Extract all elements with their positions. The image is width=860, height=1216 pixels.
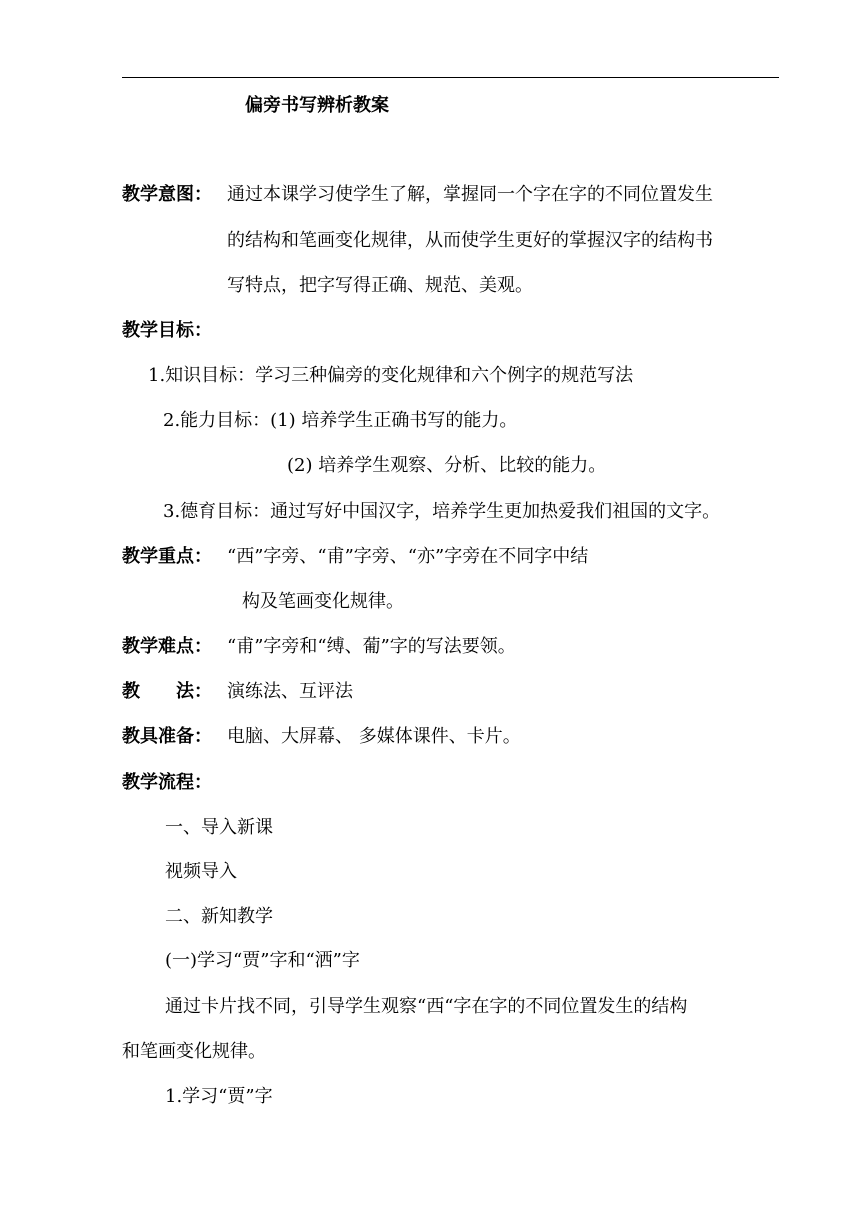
flow-paragraph-line1: 通过卡片找不同，引导学生观察“西“字在字的不同位置发生的结构 [165,996,688,1017]
goal-moral: 3.德育目标：通过写好中国汉字，培养学生更加热爱我们祖国的文字。 [163,501,721,522]
flow-label: 教学流程： [122,772,212,793]
flow-step-1-detail: 视频导入 [165,861,237,882]
flow-paragraph-line2: 和笔画变化规律。 [122,1041,266,1062]
goals-label: 教学目标： [122,320,212,341]
flow-step-1: 一、导入新课 [165,817,273,838]
focus-text-line2: 构及笔画变化规律。 [242,591,404,612]
focus-text-line1: “西”字旁、“甫”字旁、“亦”字旁在不同字中结 [227,546,589,567]
flow-sub-1-item-1: 1.学习“贾”字 [165,1086,273,1107]
method-label: 教 法： [122,681,212,702]
intent-text-line3: 写特点，把字写得正确、规范、美观。 [227,275,533,296]
intent-label: 教学意图： [122,184,212,205]
tools-text: 电脑、大屏幕、 多媒体课件、卡片。 [227,726,521,747]
goal-ability-2: (2) 培养学生观察、分析、比较的能力。 [287,455,607,476]
tools-label: 教具准备： [122,726,212,747]
goal-ability-1: 2.能力目标：(1) 培养学生正确书写的能力。 [163,410,518,431]
intent-text-line1: 通过本课学习使学生了解，掌握同一个字在字的不同位置发生 [227,184,713,205]
method-text: 演练法、互评法 [227,681,353,702]
flow-sub-1: (一)学习“贾”字和“洒”字 [165,950,360,971]
difficulty-label: 教学难点： [122,636,212,657]
difficulty-text: “甫”字旁和“缚、葡”字的写法要领。 [227,636,516,657]
flow-step-2: 二、新知教学 [165,906,273,927]
focus-label: 教学重点： [122,546,212,567]
header-rule [122,77,779,78]
goal-knowledge: 1.知识目标：学习三种偏旁的变化规律和六个例字的规范写法 [148,365,634,386]
document-title: 偏旁书写辨析教案 [245,95,389,116]
intent-text-line2: 的结构和笔画变化规律，从而使学生更好的掌握汉字的结构书 [227,230,713,251]
